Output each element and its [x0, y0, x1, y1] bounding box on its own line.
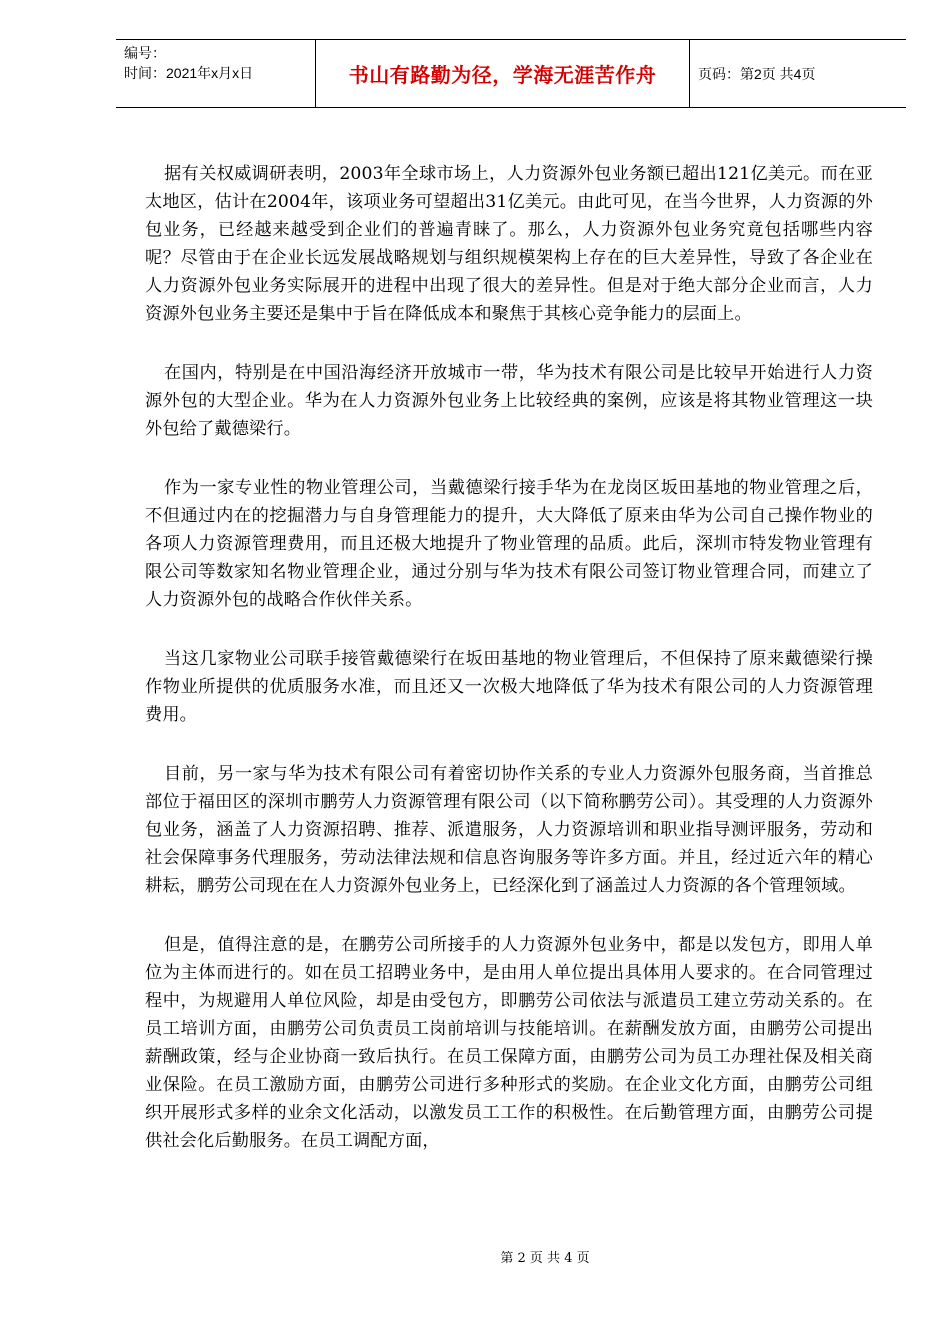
- paragraph-1: 据有关权威调研表明，2003年全球市场上，人力资源外包业务额已超出121亿美元。而在亚太地区，估计在2004年，该项业务可望超出31亿美元。由此可见，在当今世界，人力资源的外包业务，已经越来越受到企业们的普遍青睐了。那么，人力资源外包业务究竟包括哪些内容呢？尽管由于在企业长远发展战略规划与组织规模架构上存在的巨大差异性，导致了各企业在人力资源外包业务实际展开的进程中出现了很大的差异性。但是对于绝大部分企业而言，人力资源外包业务主要还是集中于旨在降低成本和聚焦于其核心竞争能力的层面上。: [145, 164, 873, 324]
- paragraph-6: 但是，值得注意的是，在鹏劳公司所接手的人力资源外包业务中，都是以发包方，即用人单位为主体而进行的。如在员工招聘业务中，是由用人单位提出具体用人要求的。在合同管理过程中，为规避用人单位风险，却是由受包方，即鹏劳公司依法与派遣员工建立劳动关系的。在员工培训方面，由鹏劳公司负责员工岗前培训与技能培训。在薪酬发放方面，由鹏劳公司提出薪酬政策，经与企业协商一致后执行。在员工保障方面，由鹏劳公司为员工办理社保及相关商业保险。在员工激励方面，由鹏劳公司进行多种形式的奖励。在企业文化方面，由鹏劳公司组织开展形式多样的业余文化活动，以激发员工工作的积极性。在后勤管理方面，由鹏劳公司提供社会化后勤服务。在员工调配方面，: [145, 935, 873, 1151]
- paragraph-4: 当这几家物业公司联手接管戴德梁行在坂田基地的物业管理后，不但保持了原来戴德梁行操作物业所提供的优质服务水准，而且还又一次极大地降低了华为技术有限公司的人力资源管理费用。: [145, 649, 873, 725]
- header-meta: [124, 43, 314, 83]
- paragraph-2: 在国内，特别是在中国沿海经济开放城市一带，华为技术有限公司是比较早开始进行人力资源外包的大型企业。华为在人力资源外包业务上比较经典的案例，应该是将其物业管理这一块外包给了戴德梁行。: [145, 363, 873, 439]
- paragraph-5: 目前，另一家与华为技术有限公司有着密切协作关系的专业人力资源外包服务商，当首推总部位于福田区的深圳市鹏劳人力资源管理有限公司（以下简称鹏劳公司）。其受理的人力资源外包业务，涵盖了人力资源招聘、推荐、派遣服务，人力资源培训和职业指导测评服务，劳动和社会保障事务代理服务，劳动法律法规和信息咨询服务等许多方面。并且，经过近六年的精心耕耘，鹏劳公司现在在人力资源外包业务上，已经深化到了涵盖过人力资源的各个管理领域。: [145, 764, 873, 896]
- document-time-label: 时间：2021年x月x日: [124, 65, 254, 81]
- header-page-info: 页码：第2页 共4页: [698, 65, 816, 82]
- document-body: [145, 160, 873, 1186]
- page-footer: 第 2 页 共 4 页: [500, 1251, 590, 1266]
- page-header: [116, 39, 906, 108]
- header-motto: 书山有路勤为径，学海无涯苦作舟: [315, 40, 690, 107]
- document-number-label: 编号：: [124, 45, 166, 61]
- paragraph-3: 作为一家专业性的物业管理公司，当戴德梁行接手华为在龙岗区坂田基地的物业管理之后，不但通过内在的挖掘潜力与自身管理能力的提升，大大降低了原来由华为公司自己操作物业的各项人力资源管理费用，而且还极大地提升了物业管理的品质。此后，深圳市特发物业管理有限公司等数家知名物业管理企业，通过分别与华为技术有限公司签订物业管理合同，而建立了人力资源外包的战略合作伙伴关系。: [145, 478, 873, 610]
